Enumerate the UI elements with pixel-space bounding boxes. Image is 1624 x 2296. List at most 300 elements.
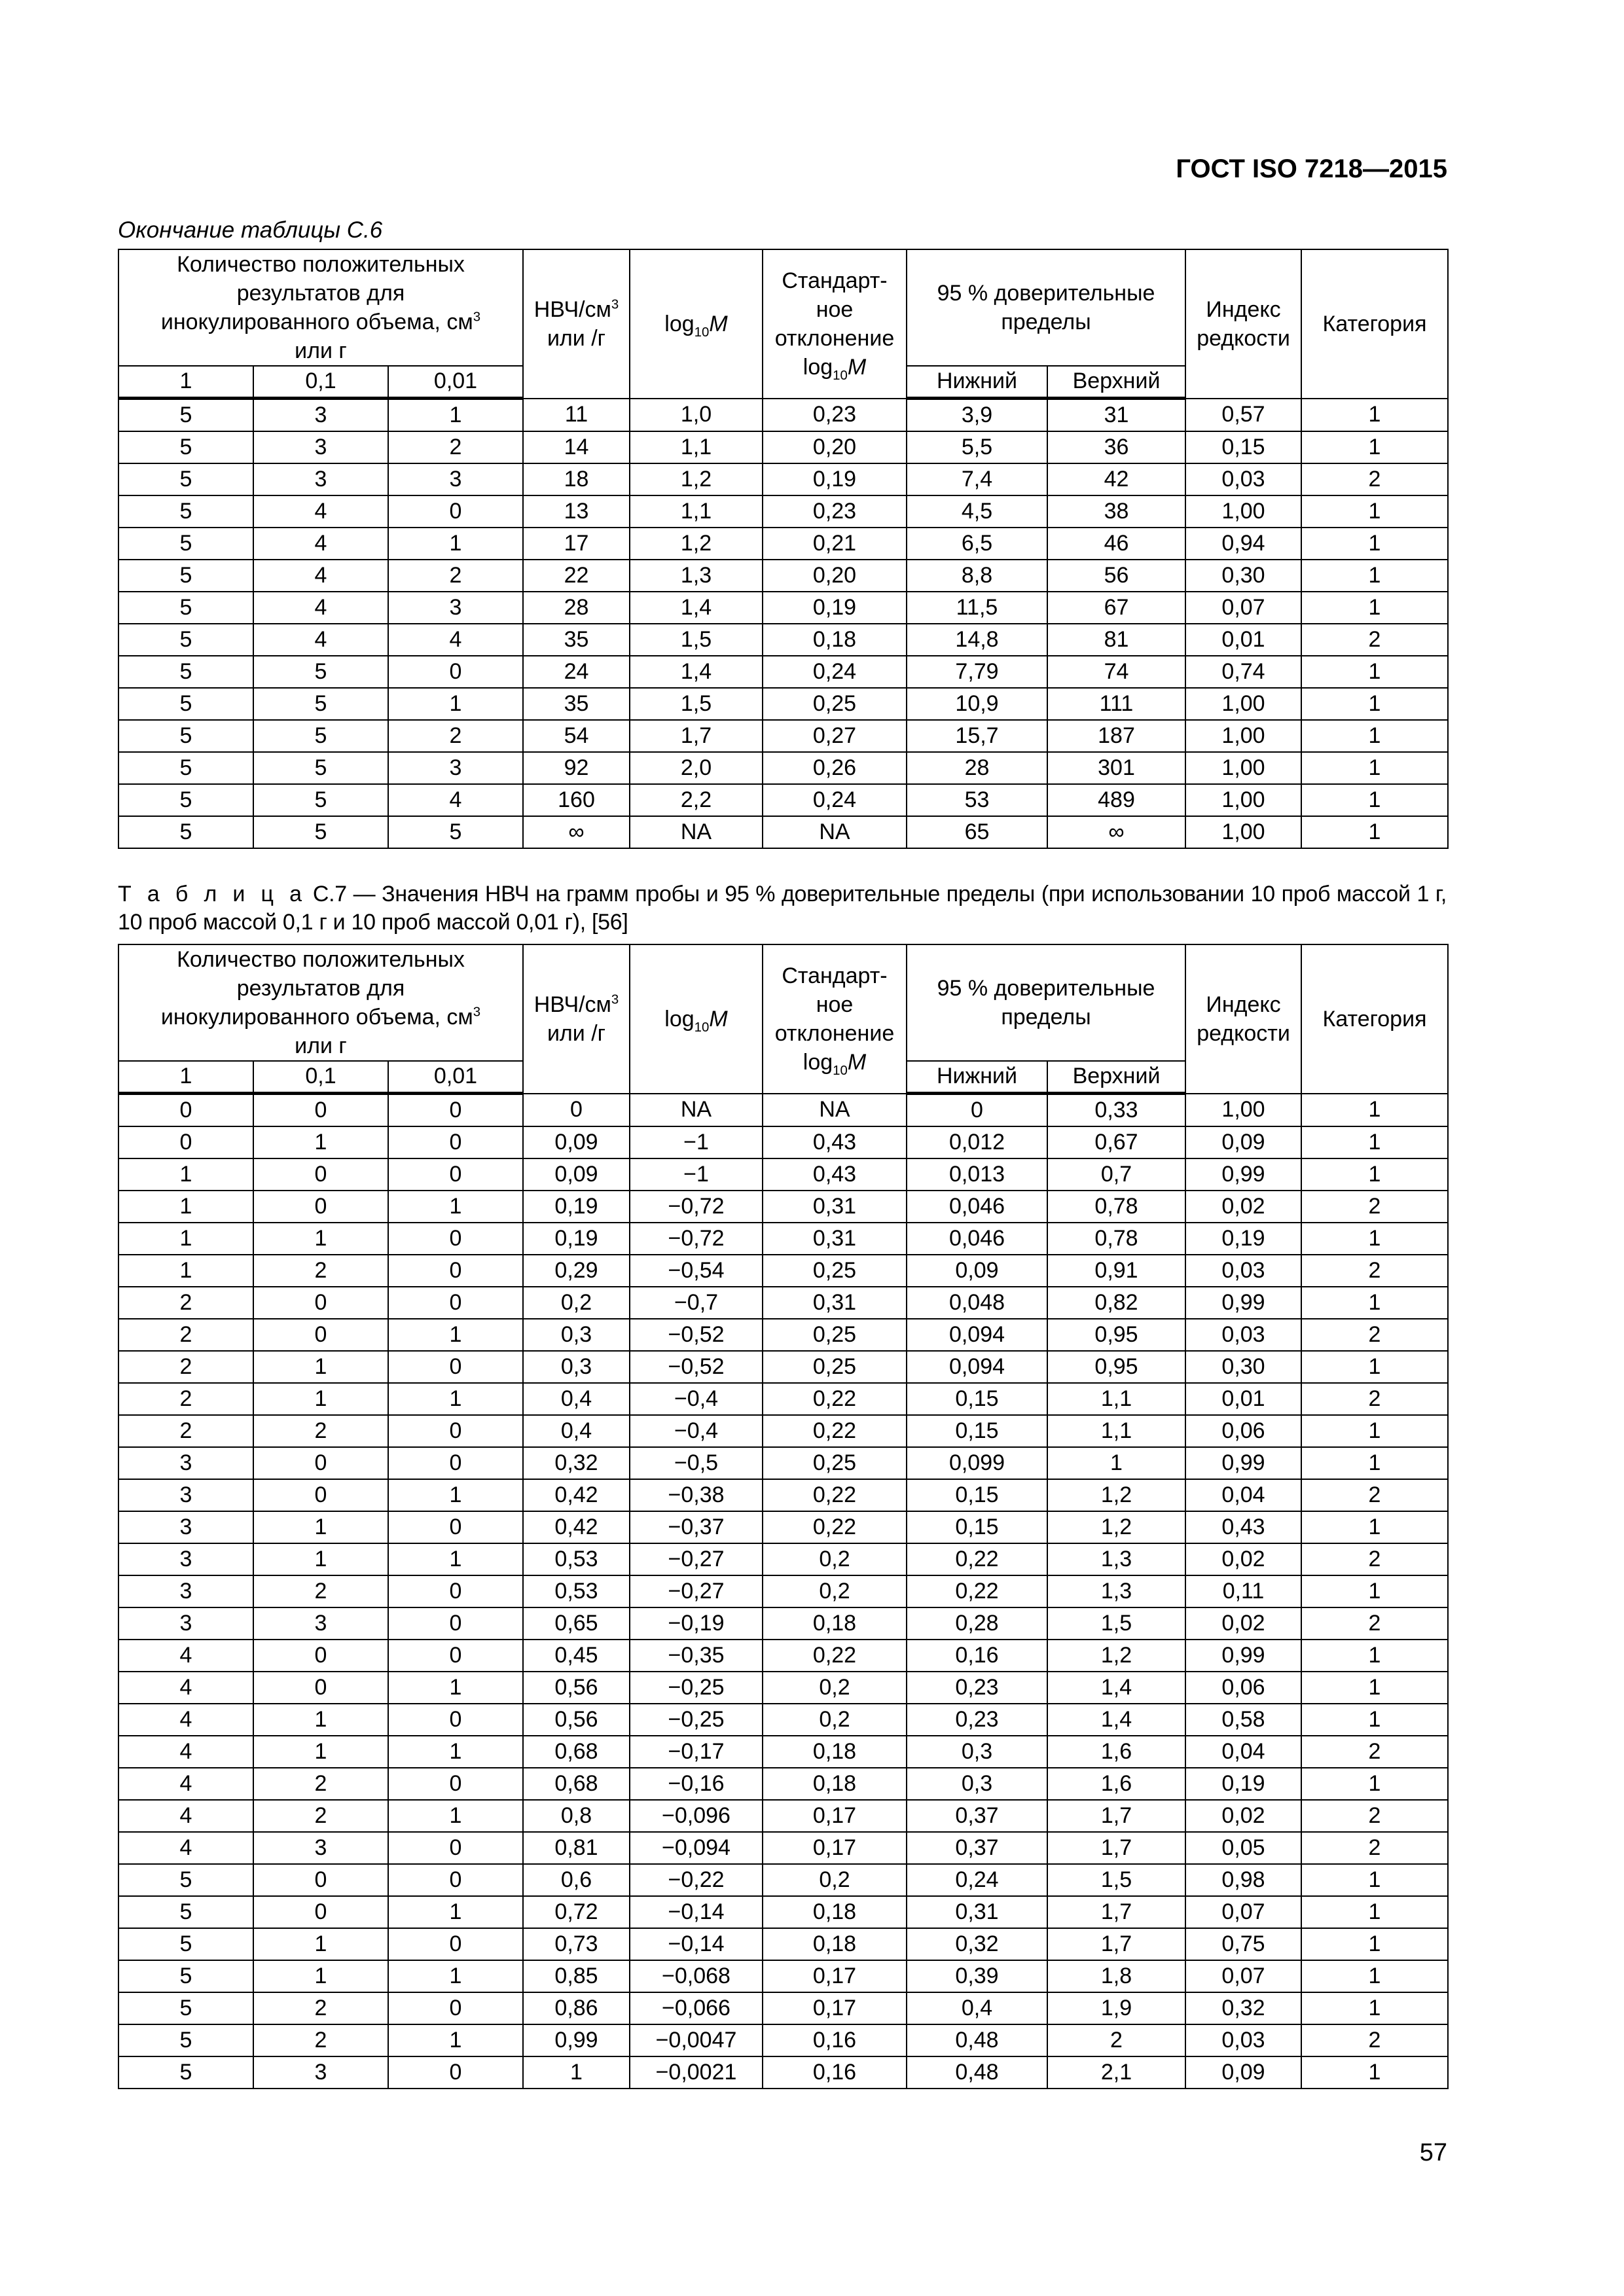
table-cell: 0,99 <box>1185 1287 1301 1319</box>
table-cell: 3 <box>118 1447 253 1479</box>
table-cell: 1,7 <box>630 720 763 752</box>
table-cell: 0,3 <box>523 1319 630 1351</box>
table-cell: 4 <box>253 528 388 560</box>
table-c7-body <box>118 1094 1448 2089</box>
table-cell: 1 <box>388 1960 523 1992</box>
table-cell: 0,26 <box>763 752 907 784</box>
table-row <box>118 592 1448 624</box>
table-cell: 1,9 <box>1047 1992 1185 2024</box>
table-cell: 0,19 <box>763 463 907 495</box>
table-cell: 4 <box>388 624 523 656</box>
table-cell: 0,013 <box>907 1158 1047 1191</box>
table-cell: 0,4 <box>523 1415 630 1447</box>
table-cell: 2,1 <box>1047 2056 1185 2089</box>
header-rarity-index: Индекс редкости <box>1185 944 1301 1094</box>
table-cell: 0,09 <box>523 1158 630 1191</box>
table-cell: 1,8 <box>1047 1960 1185 1992</box>
table-row <box>118 656 1448 688</box>
table-cell: 1,2 <box>1047 1479 1185 1511</box>
table-cell: 2 <box>388 431 523 463</box>
table-cell: 0,03 <box>1185 1255 1301 1287</box>
table-cell: 1,7 <box>1047 1928 1185 1960</box>
table-cell: −0,7 <box>630 1287 763 1319</box>
table-row <box>118 2024 1448 2056</box>
table-cell: 0,04 <box>1185 1479 1301 1511</box>
table-cell: 1,00 <box>1185 688 1301 720</box>
table-cell: 2 <box>1301 2024 1448 2056</box>
table-cell: 4 <box>118 1704 253 1736</box>
table-cell: 1 <box>253 1511 388 1543</box>
table-cell: 0,31 <box>763 1223 907 1255</box>
table-cell: 2 <box>1301 1736 1448 1768</box>
header-mpn: НВЧ/$см^3$ или /г <box>523 249 630 399</box>
table-cell: 2 <box>1301 1479 1448 1511</box>
table-cell: 1 <box>388 528 523 560</box>
table-cell: 0 <box>388 1832 523 1864</box>
table-cell: −0,0047 <box>630 2024 763 2056</box>
table-cell: 0,25 <box>763 1447 907 1479</box>
table-cell: 0 <box>388 495 523 528</box>
header-rarity-index: Индекс редкости <box>1185 249 1301 399</box>
table-cell: 0,18 <box>763 1928 907 1960</box>
table-cell: −0,72 <box>630 1223 763 1255</box>
table-cell: 1 <box>388 1191 523 1223</box>
header-std-deviation: Стандарт- ное отклонение $\log_{10}M$ <box>763 249 907 399</box>
table-cell: 1 <box>1301 1094 1448 1127</box>
table-cell: 3 <box>118 1543 253 1575</box>
table-cell: 1 <box>1301 592 1448 624</box>
table-cell: 0,43 <box>763 1126 907 1158</box>
table-cell: 0,09 <box>523 1126 630 1158</box>
table-cell: 65 <box>907 816 1047 848</box>
table-cell: 0,99 <box>1185 1447 1301 1479</box>
table-cell: 0,68 <box>523 1768 630 1800</box>
table-row <box>118 784 1448 816</box>
table-cell: 0 <box>388 1607 523 1640</box>
table-cell: 42 <box>1047 463 1185 495</box>
table-cell: 3 <box>253 463 388 495</box>
header-confidence-limits: 95 % доверительные пределы <box>907 249 1185 366</box>
table-cell: 1,2 <box>630 463 763 495</box>
table-cell: 15,7 <box>907 720 1047 752</box>
table-cell: 301 <box>1047 752 1185 784</box>
table-cell: 0 <box>388 1928 523 1960</box>
table-cell: 1 <box>388 1383 523 1415</box>
table-cell: −0,094 <box>630 1832 763 1864</box>
table-cell: 0,02 <box>1185 1543 1301 1575</box>
table-cell: 0,2 <box>763 1543 907 1575</box>
table-row <box>118 1992 1448 2024</box>
table-cell: 0,15 <box>907 1383 1047 1415</box>
table-cell: 0,20 <box>763 560 907 592</box>
table-cell: 5 <box>118 752 253 784</box>
table-cell: −0,27 <box>630 1543 763 1575</box>
table-cell: 3 <box>118 1607 253 1640</box>
table-cell: 46 <box>1047 528 1185 560</box>
table-cell: 3 <box>388 463 523 495</box>
table-cell: 0,23 <box>907 1704 1047 1736</box>
table-cell: 4 <box>253 624 388 656</box>
table-row <box>118 1928 1448 1960</box>
table-cell: −0,4 <box>630 1383 763 1415</box>
table-cell: 2 <box>1047 2024 1185 2056</box>
table-cell: 67 <box>1047 592 1185 624</box>
table-cell: 1,00 <box>1185 816 1301 848</box>
table-cell: 1 <box>1301 784 1448 816</box>
table-cell: 1 <box>253 1351 388 1383</box>
table-cell: 1,7 <box>1047 1896 1185 1928</box>
header-lower: Нижний <box>907 366 1047 399</box>
table-row <box>118 1960 1448 1992</box>
table-cell: 1 <box>1301 1511 1448 1543</box>
table-cell: 0,65 <box>523 1607 630 1640</box>
table-cell: 0,48 <box>907 2024 1047 2056</box>
table-cell: 0,98 <box>1185 1864 1301 1896</box>
table-cell: 1 <box>388 1543 523 1575</box>
table-cell: 0,048 <box>907 1287 1047 1319</box>
table-row <box>118 1415 1448 1447</box>
table-cell: 1,3 <box>630 560 763 592</box>
table-cell: −0,14 <box>630 1896 763 1928</box>
table-cell: 0,19 <box>523 1223 630 1255</box>
table-cell: 1 <box>253 1704 388 1736</box>
table-cell: 0,07 <box>1185 1896 1301 1928</box>
table-cell: 1 <box>253 1543 388 1575</box>
table-cell: 1 <box>1301 1447 1448 1479</box>
table-row <box>118 1351 1448 1383</box>
table-cell: 5 <box>118 528 253 560</box>
table-cell: 0,22 <box>763 1511 907 1543</box>
table-cell: 2 <box>1301 463 1448 495</box>
table-cell: −1 <box>630 1158 763 1191</box>
table-cell: 2 <box>253 1575 388 1607</box>
table-row <box>118 1543 1448 1575</box>
table-cell: 0 <box>388 1223 523 1255</box>
table-cell: 0,39 <box>907 1960 1047 1992</box>
table-cell: 1,1 <box>1047 1383 1185 1415</box>
table-cell: 0,24 <box>763 656 907 688</box>
table-cell: 0 <box>388 1447 523 1479</box>
table-cell: 2 <box>1301 1255 1448 1287</box>
table-cell: 0,18 <box>763 1607 907 1640</box>
table-cell: 1 <box>1301 1351 1448 1383</box>
table-cell: −0,17 <box>630 1736 763 1768</box>
table-cell: 28 <box>907 752 1047 784</box>
table-cell: 0,28 <box>907 1607 1047 1640</box>
table-row <box>118 1896 1448 1928</box>
table-cell: 2 <box>118 1415 253 1447</box>
table-cell: 0,99 <box>1185 1640 1301 1672</box>
table-cell: 1,7 <box>1047 1832 1185 1864</box>
table-cell: 3 <box>118 1511 253 1543</box>
table-cell: 0,30 <box>1185 560 1301 592</box>
table-cell: 0,06 <box>1185 1415 1301 1447</box>
table-cell: 0 <box>388 1768 523 1800</box>
table-cell: 0,099 <box>907 1447 1047 1479</box>
table-cell: −1 <box>630 1126 763 1158</box>
table-cell: 3 <box>118 1479 253 1511</box>
table-cell: −0,27 <box>630 1575 763 1607</box>
table-cell: 5 <box>118 399 253 432</box>
table-cell: 0,78 <box>1047 1223 1185 1255</box>
table-cell: 160 <box>523 784 630 816</box>
table-cell: 1 <box>388 2024 523 2056</box>
table-cell: 0,07 <box>1185 592 1301 624</box>
table-row <box>118 1736 1448 1768</box>
table-cell: 1 <box>388 1479 523 1511</box>
table-cell: 2 <box>1301 1383 1448 1415</box>
table-cell: 1,5 <box>1047 1607 1185 1640</box>
table-row <box>118 463 1448 495</box>
table-cell: 0,04 <box>1185 1736 1301 1768</box>
table-row <box>118 1126 1448 1158</box>
table-row <box>118 1255 1448 1287</box>
table-cell: NA <box>630 816 763 848</box>
table-cell: 2,2 <box>630 784 763 816</box>
table-cell: 0,31 <box>763 1191 907 1223</box>
table-cell: −0,22 <box>630 1864 763 1896</box>
table-cell: 2 <box>1301 1191 1448 1223</box>
table-cell: 11 <box>523 399 630 432</box>
table-cell: 92 <box>523 752 630 784</box>
table-cell: 3 <box>253 1832 388 1864</box>
table-cell: 1,2 <box>1047 1511 1185 1543</box>
table-cell: 0,22 <box>763 1415 907 1447</box>
table-cell: 0,21 <box>763 528 907 560</box>
table-cell: 54 <box>523 720 630 752</box>
table-cell: 0 <box>388 1126 523 1158</box>
table-cell: 1 <box>253 1383 388 1415</box>
table-cell: 1,00 <box>1185 784 1301 816</box>
table-cell: 0 <box>253 1191 388 1223</box>
table-cell: 1,1 <box>630 431 763 463</box>
table-cell: 81 <box>1047 624 1185 656</box>
table-cell: −0,72 <box>630 1191 763 1223</box>
table-cell: 3 <box>253 399 388 432</box>
table-cell: 35 <box>523 688 630 720</box>
table-cell: 0,24 <box>763 784 907 816</box>
table-cell: 1 <box>1301 720 1448 752</box>
table-cell: −0,5 <box>630 1447 763 1479</box>
table-cell: 0,53 <box>523 1543 630 1575</box>
table-cell: 3 <box>388 592 523 624</box>
table-cell: 5 <box>253 752 388 784</box>
table-cell: 5 <box>118 560 253 592</box>
table-cell: 1 <box>1047 1447 1185 1479</box>
table-cell: 5 <box>253 688 388 720</box>
table-cell: 0 <box>388 1575 523 1607</box>
table-cell: 1,2 <box>1047 1640 1185 1672</box>
table-cell: 1 <box>1301 1768 1448 1800</box>
table-cell: 0,046 <box>907 1223 1047 1255</box>
table-cell: 2 <box>253 1255 388 1287</box>
page-number: 57 <box>1419 2139 1447 2166</box>
table-cell: 5 <box>118 1896 253 1928</box>
table-cell: 0,3 <box>907 1736 1047 1768</box>
table-cell: 1,00 <box>1185 720 1301 752</box>
table-cell: 0,05 <box>1185 1832 1301 1864</box>
table-cell: 5 <box>118 431 253 463</box>
table-cell: 3 <box>253 431 388 463</box>
table-cell: 1,5 <box>1047 1864 1185 1896</box>
table-cell: 1 <box>253 1126 388 1158</box>
header-log10m: $\log_{10}M$ <box>630 249 763 399</box>
table-row <box>118 1704 1448 1736</box>
header-vol-0-1: 0,1 <box>253 1061 388 1094</box>
table-cell: ∞ <box>1047 816 1185 848</box>
table-cell: 1,5 <box>630 688 763 720</box>
table-cell: 0,02 <box>1185 1800 1301 1832</box>
table-cell: 0,56 <box>523 1672 630 1704</box>
table-cell: 0 <box>388 1864 523 1896</box>
table-cell: 5 <box>118 656 253 688</box>
table-cell: −0,0021 <box>630 2056 763 2089</box>
table-cell: 0 <box>388 1351 523 1383</box>
table-cell: 4 <box>118 1800 253 1832</box>
table-cell: 0 <box>388 1094 523 1127</box>
table-cell: 5 <box>253 784 388 816</box>
table-cell: 2 <box>118 1351 253 1383</box>
table-cell: 0,17 <box>763 1960 907 1992</box>
table-cell: 1 <box>1301 1158 1448 1191</box>
table-cell: 111 <box>1047 688 1185 720</box>
table-cell: 0 <box>118 1094 253 1127</box>
table-cell: 0,09 <box>1185 1126 1301 1158</box>
table-cell: 0,02 <box>1185 1191 1301 1223</box>
table-cell: 1 <box>1301 1704 1448 1736</box>
table-cell: 1,1 <box>630 495 763 528</box>
table-cell: 3 <box>118 1575 253 1607</box>
table-cell: 5 <box>118 463 253 495</box>
table-cell: 38 <box>1047 495 1185 528</box>
table-cell: 0,15 <box>907 1511 1047 1543</box>
table-cell: 0,16 <box>763 2024 907 2056</box>
document-code: ГОСТ ISO 7218—2015 <box>1176 154 1447 183</box>
table-cell: 4 <box>118 1768 253 1800</box>
header-vol-0-1: 0,1 <box>253 366 388 399</box>
table-cell: 0,95 <box>1047 1319 1185 1351</box>
table-cell: 0 <box>907 1094 1047 1127</box>
table-cell: 3,9 <box>907 399 1047 432</box>
table-cell: 0,15 <box>907 1415 1047 1447</box>
table-cell: 0,4 <box>907 1992 1047 2024</box>
table-row <box>118 720 1448 752</box>
table-cell: 3 <box>253 2056 388 2089</box>
table-cell: 0,3 <box>523 1351 630 1383</box>
table-cell: 0 <box>388 1287 523 1319</box>
table-cell: 0,30 <box>1185 1351 1301 1383</box>
table-cell: 2 <box>1301 1607 1448 1640</box>
table-row <box>118 2056 1448 2089</box>
table-cell: 0,02 <box>1185 1607 1301 1640</box>
table-cell: 1 <box>1301 1126 1448 1158</box>
table-cell: 5 <box>118 688 253 720</box>
table-cell: 1 <box>1301 1640 1448 1672</box>
table-cell: −0,37 <box>630 1511 763 1543</box>
table-cell: −0,35 <box>630 1640 763 1672</box>
table-cell: 1 <box>1301 1928 1448 1960</box>
table-cell: 2 <box>1301 1543 1448 1575</box>
table-cell: 1 <box>118 1223 253 1255</box>
table-cell: 3 <box>253 1607 388 1640</box>
table-cell: 1 <box>1301 495 1448 528</box>
table-cell: 1,00 <box>1185 752 1301 784</box>
table-cell: 1 <box>388 1736 523 1768</box>
table-cell: −0,068 <box>630 1960 763 1992</box>
table-cell: 56 <box>1047 560 1185 592</box>
table-cell: 0,8 <box>523 1800 630 1832</box>
table-row <box>118 1191 1448 1223</box>
table-cell: 0,31 <box>763 1287 907 1319</box>
table-cell: 0,18 <box>763 624 907 656</box>
table-cell: 0,06 <box>1185 1672 1301 1704</box>
table-cell: 0,17 <box>763 1832 907 1864</box>
table-row <box>118 431 1448 463</box>
table-cell: 1 <box>523 2056 630 2089</box>
table-cell: 0,16 <box>763 2056 907 2089</box>
table-cell: 36 <box>1047 431 1185 463</box>
table-row <box>118 1223 1448 1255</box>
table-row <box>118 1575 1448 1607</box>
table-cell: ∞ <box>523 816 630 848</box>
table-cell: 0,22 <box>907 1543 1047 1575</box>
table-cell: 0,22 <box>763 1383 907 1415</box>
table-cell: 0,18 <box>763 1896 907 1928</box>
header-confidence-limits: 95 % доверительные пределы <box>907 944 1185 1061</box>
table-cell: 0,73 <box>523 1928 630 1960</box>
table-cell: 0,01 <box>1185 1383 1301 1415</box>
table-cell: 1 <box>253 1960 388 1992</box>
table-cell: 2 <box>1301 1832 1448 1864</box>
table-cell: 0,85 <box>523 1960 630 1992</box>
table-cell: 0 <box>388 1511 523 1543</box>
table-cell: 0,24 <box>907 1864 1047 1896</box>
table-cell: 0,17 <box>763 1800 907 1832</box>
table-cell: 4 <box>253 495 388 528</box>
table-cell: 0,32 <box>523 1447 630 1479</box>
table-cell: 0,68 <box>523 1736 630 1768</box>
table-row <box>118 752 1448 784</box>
table-cell: 1,4 <box>630 656 763 688</box>
table-cell: 2 <box>1301 624 1448 656</box>
table-cell: 17 <box>523 528 630 560</box>
table-cell: 2 <box>253 2024 388 2056</box>
header-category: Категория <box>1301 944 1448 1094</box>
table-cell: 13 <box>523 495 630 528</box>
table-cell: 0,4 <box>523 1383 630 1415</box>
table-cell: 1 <box>1301 752 1448 784</box>
table-cell: 1 <box>1301 1575 1448 1607</box>
table-cell: 0 <box>388 1255 523 1287</box>
table-cell: 53 <box>907 784 1047 816</box>
table-cell: 4 <box>118 1736 253 1768</box>
header-mpn: НВЧ/$см^3$ или /г <box>523 944 630 1094</box>
table-cell: 0 <box>253 1287 388 1319</box>
table-cell: 1 <box>1301 688 1448 720</box>
table-cell: 5 <box>118 495 253 528</box>
table-cell: 0,2 <box>763 1704 907 1736</box>
table-cell: 4 <box>253 560 388 592</box>
table-cell: 4 <box>253 592 388 624</box>
table-cell: 0,03 <box>1185 463 1301 495</box>
table-cell: 0,22 <box>763 1479 907 1511</box>
table-cell: 1 <box>1301 528 1448 560</box>
table-cell: 5 <box>253 720 388 752</box>
table-cell: 0,2 <box>763 1575 907 1607</box>
header-vol-1: 1 <box>118 1061 253 1094</box>
table-cell: 1,00 <box>1185 495 1301 528</box>
table-cell: 1 <box>1301 560 1448 592</box>
